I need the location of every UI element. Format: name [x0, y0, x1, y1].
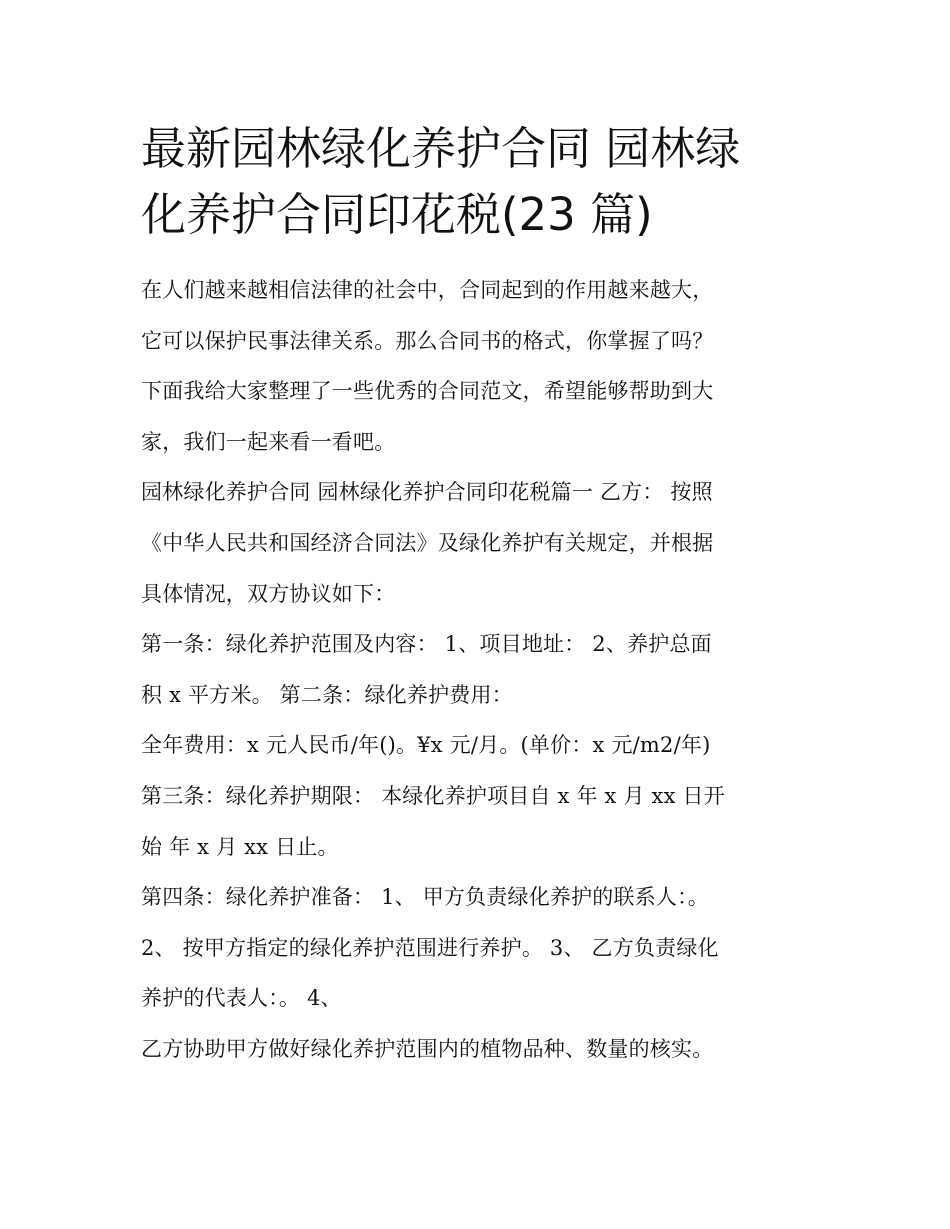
contract-intro-paragraph	[141, 467, 817, 619]
text-line: 在人们越来越相信法律的社会中，合同起到的作用越来越大，	[141, 278, 714, 302]
article-three-paragraph	[141, 771, 817, 872]
text-line: 养护的代表人：。 4、	[141, 986, 342, 1011]
text-line: 第一条：绿化养护范围及内容： 1、项目地址： 2、养护总面	[141, 632, 712, 657]
text-line: 始 年 x 月 xx 日止。	[141, 834, 339, 859]
annual-fee-paragraph	[141, 720, 817, 771]
text-line: 具体情况，双方协议如下：	[141, 581, 396, 606]
text-line: 《中华人民共和国经济合同法》及绿化养护有关规定，并根据	[141, 530, 714, 555]
verification-paragraph	[141, 1024, 817, 1075]
title-line: 化养护合同印花税(23 篇)	[141, 188, 653, 241]
text-line: 乙方协助甲方做好绿化养护范围内的植物品种、数量的核实。	[141, 1036, 714, 1061]
title-line: 最新园林绿化养护合同 园林绿	[141, 122, 741, 175]
text-line: 园林绿化养护合同 园林绿化养护合同印花税篇一 乙方： 按照	[141, 480, 713, 505]
intro-paragraph	[141, 265, 817, 467]
text-line: 第四条：绿化养护准备： 1、 甲方负责绿化养护的联系人：。	[141, 885, 710, 910]
text-line: 家，我们一起来看一看吧。	[141, 429, 396, 454]
text-line: 它可以保护民事法律关系。那么合同书的格式，你掌握了吗？	[141, 328, 714, 353]
text-line: 2、 按甲方指定的绿化养护范围进行养护。 3、 乙方负责绿化	[141, 935, 719, 960]
text-line: 积 x 平方米。 第二条：绿化养护费用：	[141, 682, 513, 707]
text-line: 下面我给大家整理了一些优秀的合同范文，希望能够帮助到大	[141, 379, 714, 404]
document-title	[141, 116, 817, 248]
text-line: 全年费用：x 元人民币/年()。¥x 元/月。(单价：x 元/m2/年)	[141, 733, 711, 758]
article-four-paragraph	[141, 872, 817, 1024]
text-line: 第三条：绿化养护期限： 本绿化养护项目自 x 年 x 月 xx 日开	[141, 783, 725, 808]
document-body	[141, 116, 817, 1075]
article-one-paragraph	[141, 619, 817, 720]
